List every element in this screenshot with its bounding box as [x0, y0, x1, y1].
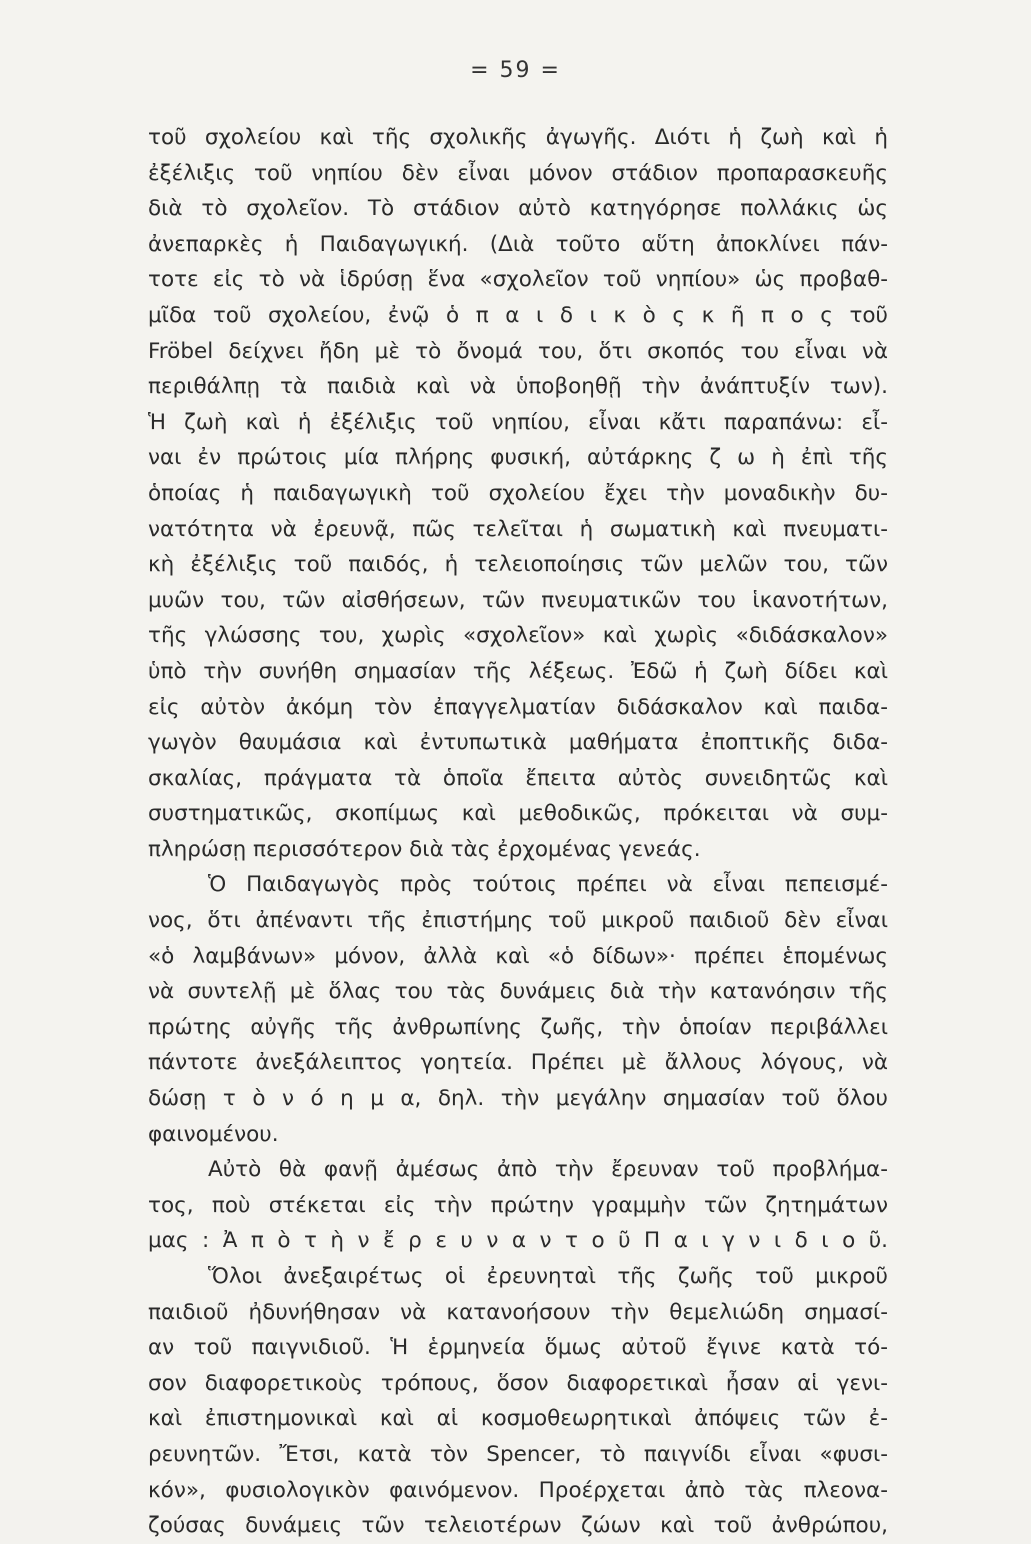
- text-line: Αὐτὸ θὰ φανῇ ἀμέσως ἀπὸ τὴν ἔρευναν τοῦ προβλήμα-: [208, 1157, 888, 1183]
- text-line: σον διαφορετικοὺς τρόπους, ὅσον διαφορετικαὶ ἦσαν αἱ γενι-: [148, 1370, 888, 1396]
- page-number: = 59 =: [470, 58, 561, 83]
- text-line: νατότητα νὰ ἐρευνᾷ, πῶς τελεῖται ἡ σωματικὴ καὶ πνευματι-: [148, 516, 888, 542]
- text-line: περιθάλπῃ τὰ παιδιὰ καὶ νὰ ὑποβοηθῇ τὴν ἀνάπτυξίν των).: [148, 374, 888, 400]
- text-line: πρώτης αὐγῆς τῆς ἀνθρωπίνης ζωῆς, τὴν ὁποίαν περιβάλλει: [148, 1014, 888, 1040]
- text-line: αν τοῦ παιγνιδιοῦ. Ἡ ἑρμηνεία ὅμως αὐτοῦ ἔγινε κατὰ τό-: [148, 1335, 888, 1361]
- text-line: τος, ποὺ στέκεται εἰς τὴν πρώτην γραμμὴν τῶν ζητημάτων: [148, 1192, 888, 1218]
- text-line: πληρώσῃ περισσότερον διὰ τὰς ἐρχομένας γενεάς.: [148, 836, 701, 862]
- text-line: μῖδα τοῦ σχολείου, ἐνῷ ὁ π α ι δ ι κ ὸ ς κ ῆ π ο ς τοῦ: [148, 302, 888, 328]
- text-line: ἀνεπαρκὲς ἡ Παιδαγωγική. (Διὰ τοῦτο αὕτη ἀποκλίνει πάν-: [148, 231, 888, 257]
- text-line: ναι ἐν πρώτοις μία πλήρης φυσική, αὐτάρκης ζ ω ὴ ἐπὶ τῆς: [148, 445, 888, 471]
- text-line: μυῶν του, τῶν αἰσθήσεων, τῶν πνευματικῶν του ἱκανοτήτων,: [148, 587, 888, 613]
- text-line: γωγὸν θαυμάσια καὶ ἐντυπωτικὰ μαθήματα ἐποπτικῆς διδα-: [148, 730, 888, 756]
- text-line: τοτε εἰς τὸ νὰ ἱδρύσῃ ἕνα «σχολεῖον τοῦ νηπίου» ὡς προβαθ-: [148, 267, 888, 293]
- text-line: διὰ τὸ σχολεῖον. Τὸ στάδιον αὐτὸ κατηγόρησε πολλάκις ὡς: [148, 196, 888, 222]
- text-line: φαινομένου.: [148, 1121, 279, 1147]
- text-line: νὰ συντελῇ μὲ ὅλας του τὰς δυνάμεις διὰ τὴν κατανόησιν τῆς: [148, 979, 888, 1005]
- text-line: Ἡ ζωὴ καὶ ἡ ἐξέλιξις τοῦ νηπίου, εἶναι κἄτι παραπάνω: εἶ-: [148, 409, 888, 435]
- text-line: ὁποίας ἡ παιδαγωγικὴ τοῦ σχολείου ἔχει τὴν μοναδικὴν δυ-: [148, 480, 888, 506]
- body-text: [148, 120, 888, 1544]
- text-line: εἰς αὐτὸν ἀκόμη τὸν ἐπαγγελματίαν διδάσκαλον καὶ παιδα-: [148, 694, 888, 720]
- text-line: Ὁ Παιδαγωγὸς πρὸς τούτοις πρέπει νὰ εἶναι πεπεισμέ-: [208, 872, 888, 898]
- text-line: δώσῃ τ ὸ ν ό η μ α, δηλ. τὴν μεγάλην σημασίαν τοῦ ὅλου: [148, 1086, 888, 1112]
- text-line: σκαλίας, πράγματα τὰ ὁποῖα ἔπειτα αὐτὸς συνειδητῶς καὶ: [148, 765, 888, 791]
- text-line: κὴ ἐξέλιξις τοῦ παιδός, ἡ τελειοποίησις τῶν μελῶν του, τῶν: [148, 552, 888, 578]
- text-line: «ὁ λαμβάνων» μόνον, ἀλλὰ καὶ «ὁ δίδων»· πρέπει ἑπομένως: [148, 943, 888, 969]
- text-line: παιδιοῦ ἠδυνήθησαν νὰ κατανοήσουν τὴν θεμελιώδη σημασί-: [148, 1299, 888, 1325]
- text-line: κόν», φυσιολογικὸν φαινόμενον. Προέρχεται ἀπὸ τὰς πλεονα-: [148, 1477, 888, 1503]
- text-line: νος, ὅτι ἀπέναντι τῆς ἐπιστήμης τοῦ μικροῦ παιδιοῦ δὲν εἶναι: [148, 908, 888, 934]
- text-line: ἐξέλιξις τοῦ νηπίου δὲν εἶναι μόνον στάδιον προπαρασκευῆς: [148, 160, 888, 186]
- text-line: τῆς γλώσσης του, χωρὶς «σχολεῖον» καὶ χωρὶς «διδάσκαλον»: [148, 623, 888, 649]
- text-line: συστηματικῶς, σκοπίμως καὶ μεθοδικῶς, πρόκειται νὰ συμ-: [148, 801, 888, 827]
- text-line: καὶ ἐπιστημονικαὶ καὶ αἱ κοσμοθεωρητικαὶ ἀπόψεις τῶν ἐ-: [148, 1406, 888, 1432]
- text-line: τοῦ σχολείου καὶ τῆς σχολικῆς ἀγωγῆς. Διότι ἡ ζωὴ καὶ ἡ: [148, 125, 888, 150]
- text-line: Fröbel δείχνει ἤδη μὲ τὸ ὄνομά του, ὅτι σκοπός του εἶναι νὰ: [148, 338, 888, 364]
- text-line: μας : Ἀ π ὸ τ ὴ ν ἔ ρ ε υ ν α ν τ ο ῦ Π α ι γ ν ι δ ι ο ῦ.: [148, 1228, 888, 1254]
- text-line: ρευνητῶν. Ἔτσι, κατὰ τὸν Spencer, τὸ παιγνίδι εἶναι «φυσι-: [148, 1441, 888, 1467]
- text-line: πάντοτε ἀνεξάλειπτος γοητεία. Πρέπει μὲ ἄλλους λόγους, νὰ: [148, 1050, 888, 1076]
- text-line: ὑπὸ τὴν συνήθη σημασίαν τῆς λέξεως. Ἐδῶ ἡ ζωὴ δίδει καὶ: [148, 658, 888, 684]
- text-line: Ὅλοι ἀνεξαιρέτως οἱ ἐρευνηταὶ τῆς ζωῆς τοῦ μικροῦ: [208, 1264, 888, 1289]
- text-line: ζούσας δυνάμεις τῶν τελειοτέρων ζώων καὶ τοῦ ἀνθρώπου,: [148, 1513, 888, 1539]
